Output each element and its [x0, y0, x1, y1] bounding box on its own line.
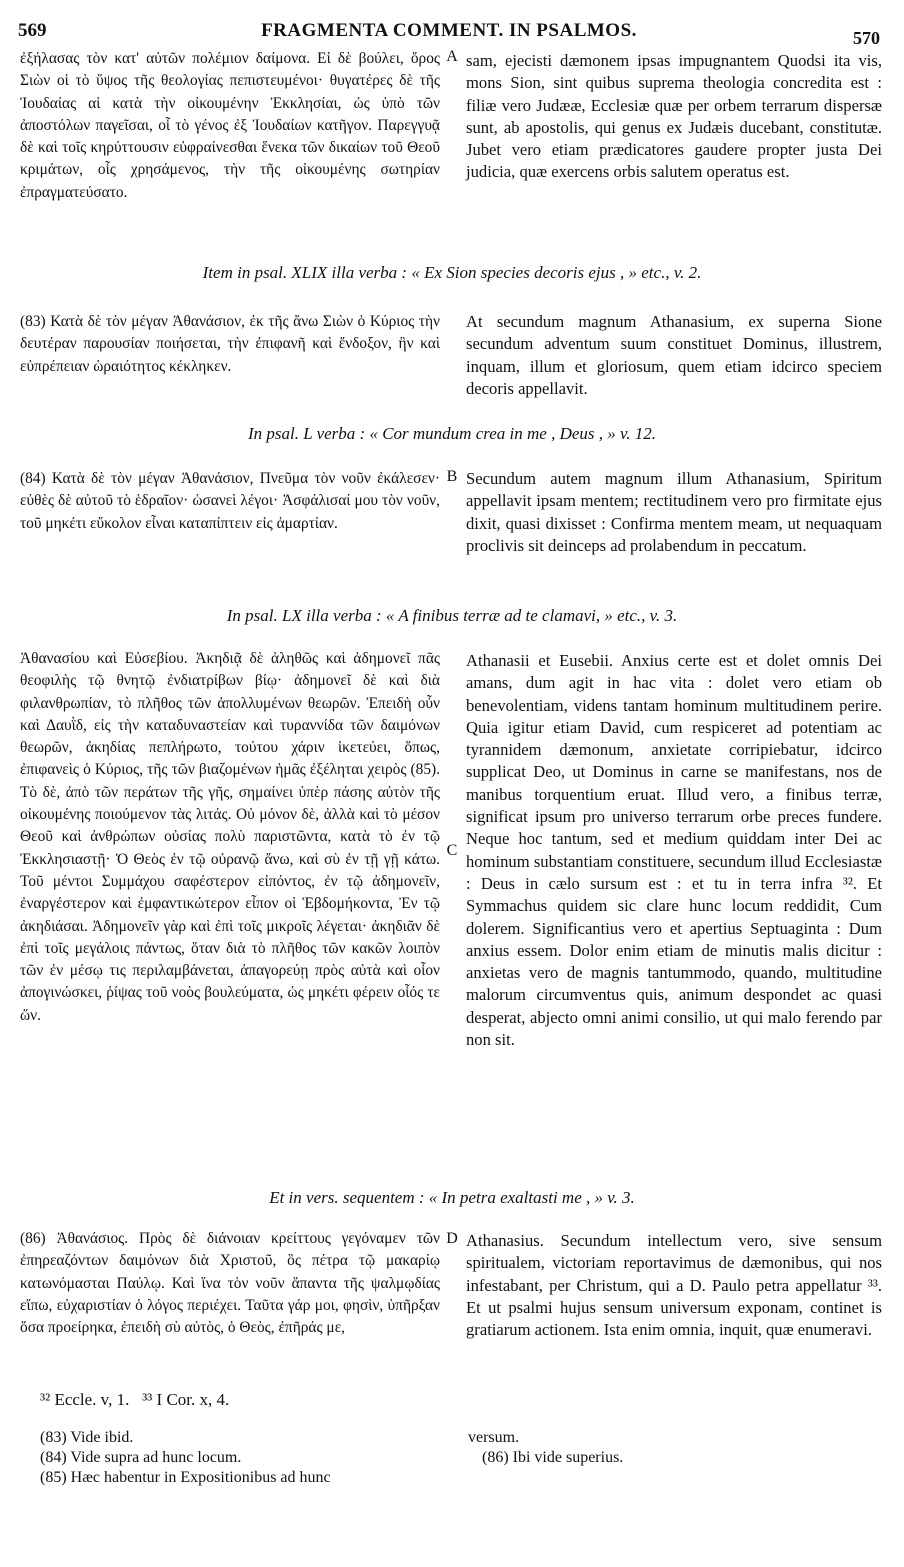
section-heading-psalm-60: In psal. LX illa verba : « A finibus terræ ad te clamavi, » etc., v. 3.: [226, 606, 678, 625]
footnote-83: (83) Vide ibid.: [40, 1429, 134, 1446]
footnote-84: (84) Vide supra ad hunc locum.: [40, 1449, 242, 1466]
page-number-left: 569: [18, 20, 47, 41]
margin-letter-d: D: [446, 1230, 458, 1247]
footnotes-left: [40, 1428, 450, 1488]
greek-text-block-2: (83) Κατὰ δὲ τὸν μέγαν Ἀθανάσιον, ἐκ τῆς ἄνω Σιὼν ὁ Κύριος τὴν δευτέραν παρουσίαν ποιήσεται, τὴν ἐπιφανῆ καὶ ἔνδοξον, ἣν καὶ εὐπρέπειαν ὡραιότητος κέκληκεν.: [20, 313, 440, 375]
margin-letter-a: A: [446, 48, 458, 65]
page-number-right: 570: [853, 28, 880, 48]
margin-letter-c: C: [446, 842, 458, 859]
greek-text-block-5: (86) Ἀθανάσιος. Πρὸς δὲ διάνοιαν κρείττους γεγόναμεν τῶν ἐπηρεαζόντων δαιμόνων διὰ Χριστοῦ, ὃς πέτρα τῷ μακαρίῳ κατωνόμασται Παύλῳ. Καὶ ἵνα τὸν νοῦν ἅπαντα τῆς ψαλμῳδίας εἴπω, εὐχαριστίαν ὁ λόγος περιέχει. Ταῦτα γάρ μοι, φησὶν, ὑπῆρξαν ὅσα προείρηκα, ἐπειδὴ σὺ αὐτὸς, ὁ Θεὸς, ἐπῆράς με,: [20, 1230, 440, 1337]
latin-text-block-4: Athanasii et Eusebii. Anxius certe est et dolet omnis Dei amans, dum agit in hac vita : dolet vero etiam ob benevolentiam, videns tantam hominum multitudinem perire. Quia igitur etiam David, cum respiceret ad potentiam ac tyrannidem dæmonum, anxietate corripiebatur, idcirco supplicat Deo, ut Dominus in carne se manifestans, nos de manibus torquentium eruat. Illud vero, a finibus terræ, significat ipsum pro universo terrarum orbe preces fundere. Neque hoc tantum, sed et medium quiddam inter Dei ac hominum substantiam constituere, secundum illud Ecclesiastæ : Deus in cælo sursum est : et tu in terra infra ³². Et Symmachus quidem sic clare hunc locum reddidit, Cum dolerem. Significantius vero et apertius Septuaginta : Dum anxius essem. Dolor enim etiam de minutis malis dicitur : anxietas vero de magnis tantummodo, quando, multitudine malorum circumventus quis, animum despondet ac quasi desperat, abjecto omni animi consilio, ut qui malo ferendo par non sit.: [466, 651, 882, 1050]
latin-text-block-1: sam, ejecisti dæmonem ipsas impugnantem Quodsi ita vis, mons Sion, sint quibus suprema theologia concredita est : filiæ vero Judææ, Ecclesiæ quæ per orbem terrarum dispersæ sunt, ab apostolis, qui genus ex Judæis ducebant, constitutæ. Jubet vero etiam prædicatores gaudere propter justa Dei judicia, quæ exercens orbis salutem operatus est.: [466, 51, 882, 182]
latin-text-block-3: Secundum autem magnum illum Athanasium, Spiritum appellavit ipsam mentem; rectitudinem vero pro firmitate ejus dixit, quasi dixisset : Confirma mentem meam, ut nequaquam proclivis sit deinceps ad prolabendum in peccatum.: [466, 469, 882, 555]
margin-letter-b: B: [446, 468, 458, 485]
section-heading-psalm-49: Item in psal. XLIX illa verba : « Ex Sion species decoris ejus , » etc., v. 2.: [202, 263, 702, 282]
greek-text-block-4: Ἀθανασίου καὶ Εὐσεβίου. Ἀκηδιᾷ δὲ ἀληθῶς καὶ ἀδημονεῖ πᾶς θεοφιλὴς τῷ θνητῷ ἐνδιατρίβων βίῳ· ἀδημονεῖ δὲ καὶ διὰ φιλανθρωπίαν, τὸ πλῆθος τῶν ἀπολλυμένων θεωρῶν. Ἐπειδὴ οὖν καὶ Δαυῒδ, εἰς τὴν καταδυναστείαν καὶ τυραννίδα τῶν δαιμόνων θεωρῶν, ἀκηδίας πεπλήρωτο, τούτου χάριν ἱκετεύει, ὅπως, ἐπιφανεὶς ὁ Κύριος, τῆς τῶν βιαζομένων ἡμᾶς ἐξέληται χειρὸς (85). Τὸ δὲ, ἀπὸ τῶν περάτων τῆς γῆς, σημαίνει ὑπὲρ πάσης αὐτὸν τῆς οἰκουμένης ποιούμενον τὰς λιτάς. Οὐ μόνον δὲ, ἀλλὰ καὶ τὸ μέσον Θεοῦ καὶ ἀνθρώπων οὐσίας πολὺ παριστῶντα, κατὰ τὸ ἐν τῷ Ἐκκλησιαστῇ· Ὁ Θεὸς ἐν τῷ οὐρανῷ ἄνω, καὶ σὺ ἐν τῇ γῇ κάτω. Τοῦ μέντοι Συμμάχου σαφέστερον εἰπόντος, ἐν τῷ ἀδημονεῖν, ἐναργέστερον καὶ ἐμφαντικώτερον εἶπον οἱ Ἑβδομήκοντα, Ἐν τῷ ἀκηδιάσαι. Ἀδημονεῖν γὰρ καὶ ἐπὶ τοῖς μικροῖς λέγεται· ἀκηδιᾶν δὲ ἐπὶ τοῖς μεγάλοις πάντως, ὅταν διὰ τὸ πλῆθος τῶν κακῶν λοιπὸν τῶν ἐν μέσῳ τις περιλαμβάνεται, ἀπαγορεύῃ πρὸς αὐτὰ καὶ οἷον ἀπογινώσκει, ῥίψας τοῦ νοὸς βουλεύματα, ὡς μηκέτι φέρειν οἷός τε ὤν.: [20, 650, 440, 1024]
section-heading-verse-3: Et in vers. sequentem : « In petra exaltasti me , » v. 3.: [269, 1188, 635, 1207]
latin-text-block-5: Athanasius. Secundum intellectum vero, sive sensum spiritualem, victoriam reportavimus de dæmonibus, qui nos infestabant, per Christum, qui a D. Paulo petra appellatur ³³. Et ut psalmi hujus sensum universum exponam, continet is gratiarum actionem. Ista enim omnia, inquit, quæ enumeravi.: [466, 1231, 882, 1340]
scripture-references: ³² Eccle. v, 1. ³³ I Cor. x, 4.: [40, 1390, 230, 1409]
greek-text-block-3: (84) Κατὰ δὲ τὸν μέγαν Ἀθανάσιον, Πνεῦμα τὸν νοῦν ἐκάλεσεν· εὐθὲς δὲ αὐτοῦ τὸ ἑδραῖον· ὡσανεὶ λέγοι· Ἀσφάλισαί μου τὸν νοῦν, τοῦ μηκέτι εὔκολον εἶναι καταπίπτειν εἰς ἁμαρτίαν.: [20, 470, 440, 532]
latin-text-block-2: At secundum magnum Athanasium, ex superna Sione secundum adventum suum constituet Dominus, illustrem, inquam, illum et gloriosum, quem etiam idcirco speciem decoris appellavit.: [466, 312, 882, 398]
section-heading-psalm-50: In psal. L verba : « Cor mundum crea in me , Deus , » v. 12.: [247, 424, 657, 443]
running-title: FRAGMENTA COMMENT. IN PSALMOS.: [261, 20, 637, 41]
footnote-85: (85) Hæc habentur in Expositionibus ad hunc: [40, 1469, 331, 1486]
footnote-86: (86) Ibi vide superius.: [482, 1449, 624, 1466]
greek-text-block-1: ἐξήλασας τὸν κατ' αὐτῶν πολέμιον δαίμονα. Εἰ δὲ βούλει, ὄρος Σιὼν οἱ τὸ ὕψος τῆς θεολογίας πεπιστευμένοι· θυγατέρες δὲ τῆς Ἰουδαίας αἱ κατὰ τὴν οἰκουμένην Ἐκκλησίαι, ὡς ὑπὸ τῶν ἀποστόλων παγεῖσαι, οἷ τὸ γένος ἐξ Ἰουδαίων κατῆγον. Παρεγγυᾷ δὲ καὶ τοῖς κηρύττουσιν εὐφραίνεσθαι ἕνεκα τῶν δικαίων τοῦ Θεοῦ κριμάτων, οἷς χρησάμενος, τὴν τῆς οἰκουμένης σωτηρίαν ἐπραγματεύσατο.: [20, 50, 440, 201]
footnote-85-continued: versum.: [468, 1429, 520, 1446]
footnotes-right: [468, 1428, 878, 1468]
running-header: [18, 20, 880, 48]
